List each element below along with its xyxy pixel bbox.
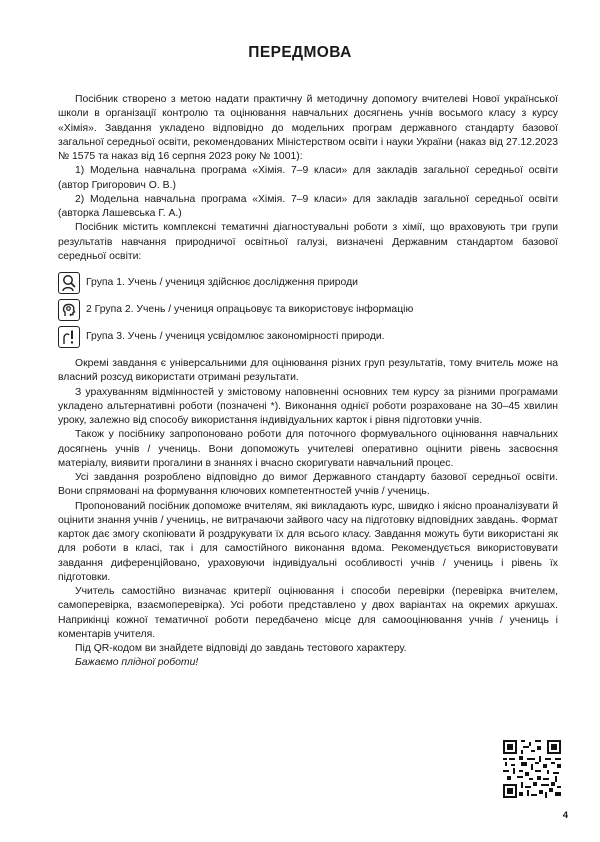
body-paragraph: Учитель самостійно визначає критерії оцінювання і способи перевірки (перевірка вчителем, самоперевірка, взаємоперевірка). Усі роботи представлено у двох варіантах на окремих аркушах. Наприкінці кожної тематичної роботи передбачено місце для самооцінювання учнів / учениць і коментарів учителя. [58, 586, 558, 640]
body-paragraph: Усі завдання розроблено відповідно до вимог Державного стандарту базової середньої освіти. Вони спрямовані на формування ключових компетентностей учнів / учениць. [58, 472, 558, 498]
page-number: 4 [562, 810, 568, 821]
group-3 [58, 326, 558, 348]
program-item: 1) Модельна навчальна програма «Хімія. 7–9 класи» для закладів загальної середньої освіти (автор Григорович О. В.) [58, 165, 558, 191]
closing-wish: Бажаємо плідної роботи! [75, 657, 199, 669]
group-1 [58, 272, 558, 294]
exclamation-person-icon [58, 326, 80, 348]
group-2 [58, 299, 558, 321]
qr-note-paragraph: Під QR-кодом ви знайдете відповіді до завдань тестового характеру. [75, 643, 407, 654]
body-paragraph: Окремі завдання є універсальними для оцінювання різних груп результатів, тому вчитель може на власний розсуд використати отримані результати. [58, 358, 558, 384]
intro-paragraph: Посібник створено з метою надати практичну й методичну допомогу вчителеві Нової української школи в організації контролю та оцінювання навчальних досягнень учнів восьмого класу з курсу «Хімія». Завдання укладено відповідно до модельних програм державного стандарту базової загальної середньої освіти, рекомендованих Міністерством освіти і науки України (наказ від 27.12.2023 № 1575 та наказ від 16 серпня 2023 року № 1001): [58, 94, 558, 162]
program-item: 2) Модельна навчальна програма «Хімія. 7–9 класи» для закладів загальної середньої освіти (авторка Лашевська Г. А.) [58, 193, 558, 219]
groups-intro-paragraph: Посібник містить комплексні тематичні діагностувальні роботи з хімії, що враховують три групи результатів навчання природничої освітньої галузі, визначені Державним стандартом базової середньої освіти: [58, 222, 558, 262]
brain-gear-icon [58, 299, 80, 321]
result-groups [58, 272, 558, 348]
group-label: Група 1. Учень / учениця здійснює дослідження природи [86, 276, 358, 288]
group-label: 2 Група 2. Учень / учениця опрацьовує та використовує інформацію [86, 303, 414, 315]
body-paragraph: З урахуванням відмінностей у змістовому наповненні основних тем курсу за різними програмами укладено альтернативні роботи (позначені *). Виконання однієї роботи розраховане на 30–45 хвилин уроку, залежно від способу використання індивідуальних карток і рівня підготовки учнів. [58, 386, 558, 426]
group-label: Група 3. Учень / учениця усвідомлює закономірності природи. [86, 330, 385, 342]
magnifier-person-icon [58, 272, 80, 294]
qr-code[interactable] [503, 740, 561, 798]
body-paragraph: Пропонований посібник допоможе вчителям, які викладають курс, швидко і якісно проаналізувати й оцінити знання учнів / учениць, не витрачаючи зайвого часу на підготовку відповідних завдань. Формат карток дає змогу скопіювати й роздрукувати їх для всього класу. Завдання можуть бути використані як для роботи в класі, так і для самостійного виконання вдома. Рекомендується використовувати завдання диференційовано, ураховуючи індивідуальні особливості учнів / учениць і рівень їх підготовки. [58, 500, 558, 583]
preface-body [58, 93, 558, 671]
body-paragraph: Також у посібнику запропоновано роботи для поточного формувального оцінювання навчальних досягнень учнів / учениць. Вони допоможуть учителеві оперативно оцінити рівень засвоєння матеріалу, виявити прогалини в знаннях і вчасно скоригувати навчальний процес. [58, 429, 558, 469]
program-list [58, 164, 558, 221]
page-title: ПЕРЕДМОВА [248, 44, 352, 61]
